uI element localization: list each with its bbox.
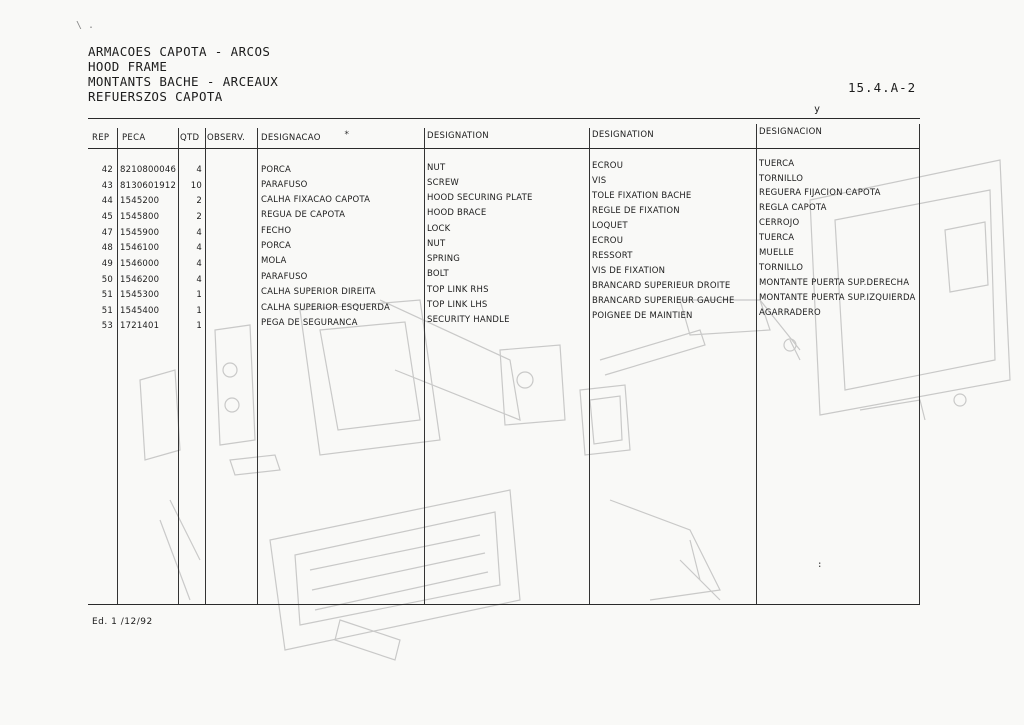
es-cell: TORNILLO: [759, 263, 804, 273]
pt-cell: CALHA SUPERIOR DIREITA: [261, 287, 376, 297]
qtd-cell: 1: [196, 306, 202, 316]
qtd-cell: 2: [196, 212, 202, 222]
en-cell: NUT: [427, 163, 446, 173]
peca-cell: 1546100: [120, 243, 160, 253]
fr-cell: VIS DE FIXATION: [592, 266, 666, 276]
document-titles: [88, 44, 278, 104]
header-designation-en: DESIGNATION: [427, 131, 489, 141]
en-cell: NUT: [427, 239, 446, 249]
rep-cell: 43: [101, 181, 113, 191]
pt-cell: FECHO: [261, 226, 292, 236]
qtd-cell: 4: [196, 259, 202, 269]
pt-cell: MOLA: [261, 256, 287, 266]
es-cell: MONTANTE PUERTA SUP.DERECHA: [759, 278, 910, 288]
en-cell: LOCK: [427, 224, 451, 234]
fr-cell: VIS: [592, 176, 607, 186]
es-cell: AGARRADERO: [759, 308, 821, 318]
en-cell: SPRING: [427, 254, 461, 264]
rep-cell: 42: [101, 165, 113, 175]
margin-mark: y: [814, 104, 821, 115]
title-line-es: REFUERSZOS CAPOTA: [88, 89, 223, 104]
es-cell: TORNILLO: [759, 174, 804, 184]
col-sep-7: [756, 124, 757, 604]
page-reference: 15.4.A-2: [848, 80, 917, 95]
es-cell: MUELLE: [759, 248, 794, 258]
fr-cell: BRANCARD SUPERIEUR DROITE: [592, 281, 731, 291]
margin-mark-lower: :: [817, 560, 823, 570]
table-bottom-rule: [88, 604, 920, 605]
qtd-cell: 4: [196, 165, 202, 175]
peca-cell: 1546200: [120, 275, 160, 285]
rep-cell: 51: [101, 290, 113, 300]
es-cell: REGUERA FIJACION CAPOTA: [759, 188, 881, 198]
en-cell: SECURITY HANDLE: [427, 315, 510, 325]
header-mark: *: [344, 130, 350, 140]
col-sep-1: [117, 128, 118, 604]
header-rep: REP: [92, 133, 110, 143]
peca-cell: 1545800: [120, 212, 160, 222]
col-sep-6: [589, 128, 590, 604]
header-qtd: QTD: [180, 133, 200, 143]
header-designacion: DESIGNACION: [759, 127, 823, 137]
peca-cell: 8210800046: [120, 165, 177, 175]
pt-cell: PORCA: [261, 241, 292, 251]
qtd-cell: 10: [190, 181, 202, 191]
peca-cell: 1545400: [120, 306, 160, 316]
peca-cell: 1545200: [120, 196, 160, 206]
es-cell: TUERCA: [759, 233, 795, 243]
rep-cell: 50: [101, 275, 113, 285]
es-cell: CERROJO: [759, 218, 800, 228]
fr-cell: REGLE DE FIXATION: [592, 206, 680, 216]
peca-cell: 1545900: [120, 228, 160, 238]
pt-cell: PARAFUSO: [261, 272, 308, 282]
es-cell: MONTANTE PUERTA SUP.IZQUIERDA: [759, 293, 916, 303]
col-sep-4: [257, 128, 258, 604]
pt-cell: PEGA DE SEGURANCA: [261, 318, 358, 328]
table-header-rule: [88, 148, 920, 149]
peca-cell: 8130601912: [120, 181, 177, 191]
col-sep-8: [919, 124, 920, 604]
fr-cell: BRANCARD SUPERIEUR GAUCHE: [592, 296, 735, 306]
pt-cell: REGUA DE CAPOTA: [261, 210, 346, 220]
en-cell: HOOD SECURING PLATE: [427, 193, 533, 203]
fr-cell: RESSORT: [592, 251, 633, 261]
qtd-cell: 4: [196, 275, 202, 285]
peca-cell: 1546000: [120, 259, 160, 269]
table-top-rule: [88, 118, 920, 119]
header-designation-fr: DESIGNATION: [592, 130, 654, 140]
en-cell: BOLT: [427, 269, 449, 279]
en-cell: HOOD BRACE: [427, 208, 487, 218]
title-line-en: HOOD FRAME: [88, 59, 168, 74]
qtd-cell: 1: [196, 290, 202, 300]
col-sep-2: [178, 128, 179, 604]
title-line-fr: MONTANTS BACHE - ARCEAUX: [88, 74, 279, 89]
fr-cell: TOLE FIXATION BACHE: [592, 191, 692, 201]
scan-mark: \ .: [76, 20, 95, 31]
es-cell: TUERCA: [759, 159, 795, 169]
rep-cell: 48: [101, 243, 113, 253]
peca-cell: 1721401: [120, 321, 160, 331]
pt-cell: PARAFUSO: [261, 180, 308, 190]
en-cell: TOP LINK LHS: [427, 300, 488, 310]
qtd-cell: 4: [196, 228, 202, 238]
es-cell: REGLA CAPOTA: [759, 203, 827, 213]
rep-cell: 49: [101, 259, 113, 269]
fr-cell: LOQUET: [592, 221, 628, 231]
qtd-cell: 2: [196, 196, 202, 206]
rep-cell: 44: [101, 196, 113, 206]
header-peca: PECA: [122, 133, 146, 143]
pt-cell: CALHA FIXACAO CAPOTA: [261, 195, 371, 205]
col-sep-5: [424, 128, 425, 604]
fr-cell: ECROU: [592, 236, 624, 246]
header-designacao: DESIGNACAO: [261, 133, 321, 143]
rep-cell: 47: [101, 228, 113, 238]
fr-cell: ECROU: [592, 161, 624, 171]
col-sep-3: [205, 128, 206, 604]
rep-cell: 45: [101, 212, 113, 222]
en-cell: TOP LINK RHS: [427, 285, 489, 295]
rep-cell: 51: [101, 306, 113, 316]
pt-cell: CALHA SUPERIOR ESQUERDA: [261, 303, 390, 313]
header-observ: OBSERV.: [207, 133, 246, 143]
peca-cell: 1545300: [120, 290, 160, 300]
fr-cell: POIGNEE DE MAINTIEN: [592, 311, 693, 321]
en-cell: SCREW: [427, 178, 460, 188]
title-line-pt: ARMACOES CAPOTA - ARCOS: [88, 44, 271, 59]
edition-footer: Ed. 1 /12/92: [92, 617, 153, 627]
rep-cell: 53: [101, 321, 113, 331]
qtd-cell: 1: [196, 321, 202, 331]
qtd-cell: 4: [196, 243, 202, 253]
pt-cell: PORCA: [261, 165, 292, 175]
